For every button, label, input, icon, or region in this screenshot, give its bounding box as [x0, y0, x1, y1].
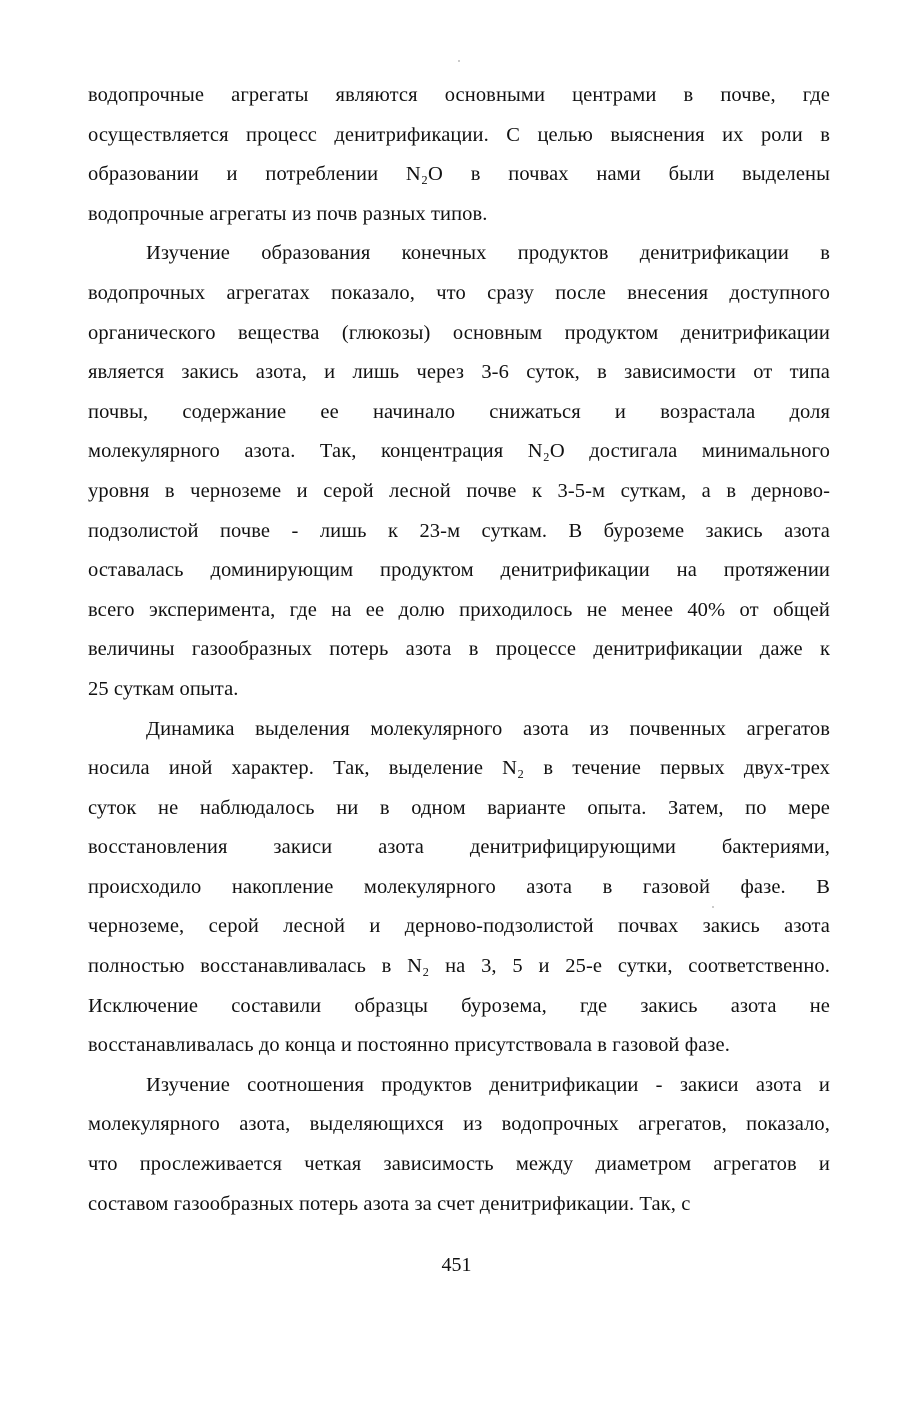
- text-line: величины газообразных потерь азота в процессе денитрификации даже к: [88, 638, 830, 661]
- text-line: водопрочные агрегаты из почв разных типов.: [88, 202, 488, 225]
- text-line: черноземе, серой лесной и дерново-подзолистой почвах закись азота: [88, 915, 830, 938]
- text-line: Изучение соотношения продуктов денитрификации - закиси азота и: [146, 1073, 830, 1096]
- text-line: подзолистой почве - лишь к 23-м суткам. В буроземе закись азота: [88, 519, 830, 542]
- text-line: составом газообразных потерь азота за счет денитрификации. Так, с: [88, 1192, 691, 1215]
- paragraph-p4: [88, 1066, 830, 1224]
- scan-speck: [712, 906, 714, 908]
- text-line: Изучение образования конечных продуктов денитрификации в: [146, 242, 830, 265]
- text-line: всего эксперимента, где на ее долю приходилось не менее 40% от общей: [88, 598, 830, 621]
- text-line: образовании и потреблении N₂O в почвах нами были выделены: [88, 163, 830, 186]
- text-line: водопрочных агрегатах показало, что сразу после внесения доступного: [88, 281, 830, 304]
- text-line: почвы, содержание ее начинало снижаться и возрастала доля: [88, 400, 830, 423]
- page-number: 451: [441, 1254, 472, 1276]
- text-line: является закись азота, и лишь через 3-6 суток, в зависимости от типа: [88, 361, 830, 384]
- paragraph-p2: [88, 234, 830, 709]
- text-line: осуществляется процесс денитрификации. С целью выяснения их роли в: [88, 123, 830, 146]
- text-line: уровня в черноземе и серой лесной почве к 3-5-м суткам, а в дерново-: [88, 479, 830, 502]
- text-line: происходило накопление молекулярного азота в газовой фазе. В: [88, 875, 830, 898]
- text-line: молекулярного азота, выделяющихся из водопрочных агрегатов, показало,: [88, 1113, 830, 1136]
- paragraph-p1: [88, 76, 830, 234]
- text-line: водопрочные агрегаты являются основными центрами в почве, где: [88, 84, 830, 106]
- text-line: Исключение составили образцы буроземa, где закись азота не: [88, 994, 830, 1017]
- text-line: молекулярного азота. Так, концентрация N₂O достигала минимального: [88, 440, 830, 463]
- text-line: Динамика выделения молекулярного азота из почвенных агрегатов: [146, 717, 830, 740]
- document-body: [88, 76, 830, 1224]
- paragraph-p3: [88, 710, 830, 1066]
- text-line: 25 суткам опыта.: [88, 677, 239, 700]
- text-line: оставалась доминирующим продуктом денитрификации на протяжении: [88, 559, 830, 582]
- text-line: органического вещества (глюкозы) основным продуктом денитрификации: [88, 321, 830, 344]
- text-line: полностью восстанавливалась в N₂ на 3, 5 и 25-е сутки, соответственно.: [88, 955, 830, 978]
- document-page: [88, 76, 830, 1224]
- text-line: что прослеживается четкая зависимость между диаметром агрегатов и: [88, 1153, 830, 1176]
- text-line: носила иной характер. Так, выделение N₂ в течение первых двух-трех: [88, 757, 830, 780]
- text-line: восстанавливалась до конца и постоянно присутствовала в газовой фазе.: [88, 1034, 730, 1057]
- scan-speck: [458, 60, 460, 62]
- text-line: суток не наблюдалось ни в одном варианте опыта. Затем, по мере: [88, 796, 830, 819]
- text-line: восстановления закиси азота денитрифицирующими бактериями,: [88, 836, 830, 859]
